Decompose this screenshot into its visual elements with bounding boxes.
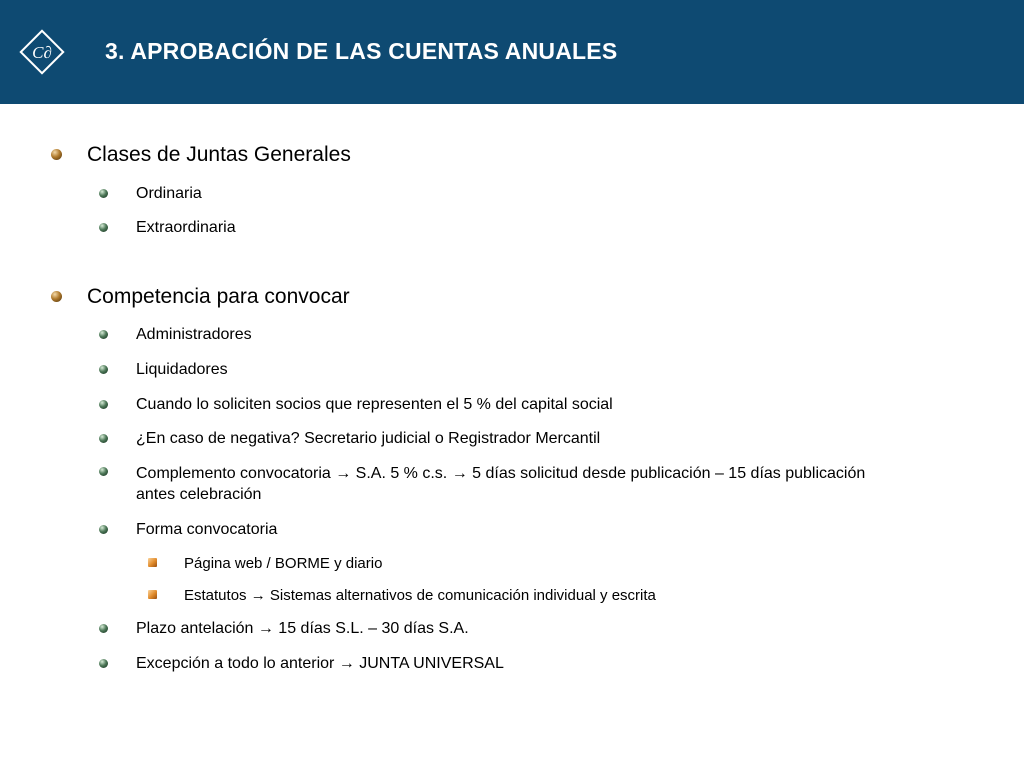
list-item-text: Cuando lo soliciten socios que representen el 5 % del capital social: [136, 396, 613, 413]
bullet-icon: [99, 330, 108, 339]
bullet-icon: [99, 659, 108, 668]
bullet-icon: [99, 525, 108, 534]
list-item-text: Extraordinaria: [136, 219, 236, 236]
list-item: [136, 655, 504, 673]
section-heading: [87, 143, 351, 167]
list-item-text: Forma convocatoria: [136, 521, 278, 538]
sub-list-item: [184, 555, 382, 572]
list-item: [136, 185, 202, 203]
list-item: [136, 219, 236, 237]
list-item: [136, 430, 600, 448]
list-item-text: Liquidadores: [136, 361, 228, 378]
bullet-icon: [99, 624, 108, 633]
slide-title: 3. APROBACIÓN DE LAS CUENTAS ANUALES: [105, 38, 618, 64]
section-heading: [87, 285, 350, 309]
list-item-text: Ordinaria: [136, 185, 202, 202]
list-item: [136, 620, 469, 638]
logo-text: C∂: [32, 43, 52, 62]
bullet-icon: [99, 223, 108, 232]
sub-list-item-text: Página web / BORME y diario: [184, 555, 383, 572]
list-item-text: Plazo antelación → 15 días S.L. – 30 días S.A.: [136, 620, 469, 637]
bullet-icon: [51, 149, 62, 160]
list-item: [136, 396, 613, 414]
list-item-text: Excepción a todo lo anterior → JUNTA UNIVERSAL: [136, 655, 504, 672]
bullet-icon: [99, 467, 108, 476]
list-item-text: Administradores: [136, 326, 252, 343]
bullet-icon: [99, 434, 108, 443]
sub-list-item-text: Estatutos → Sistemas alternativos de comunicación individual y escrita: [184, 587, 656, 604]
section-heading-text: Clases de Juntas Generales: [87, 143, 351, 166]
bullet-icon: [99, 400, 108, 409]
list-item: [136, 326, 252, 344]
bullet-icon: [148, 558, 157, 567]
list-item: [136, 361, 228, 379]
bullet-icon: [99, 365, 108, 374]
bullet-icon: [51, 291, 62, 302]
section-heading-text: Competencia para convocar: [87, 285, 350, 308]
list-item: [136, 521, 277, 539]
list-item-text: Complemento convocatoria → S.A. 5 % c.s. → 5 días solicitud desde publicación – 15 días publicación antes celebración: [136, 465, 866, 503]
list-item-text: ¿En caso de negativa? Secretario judicial o Registrador Mercantil: [136, 430, 601, 447]
bullet-icon: [99, 189, 108, 198]
bullet-icon: [148, 590, 157, 599]
sub-list-item: [184, 587, 656, 604]
list-item: [136, 463, 896, 505]
